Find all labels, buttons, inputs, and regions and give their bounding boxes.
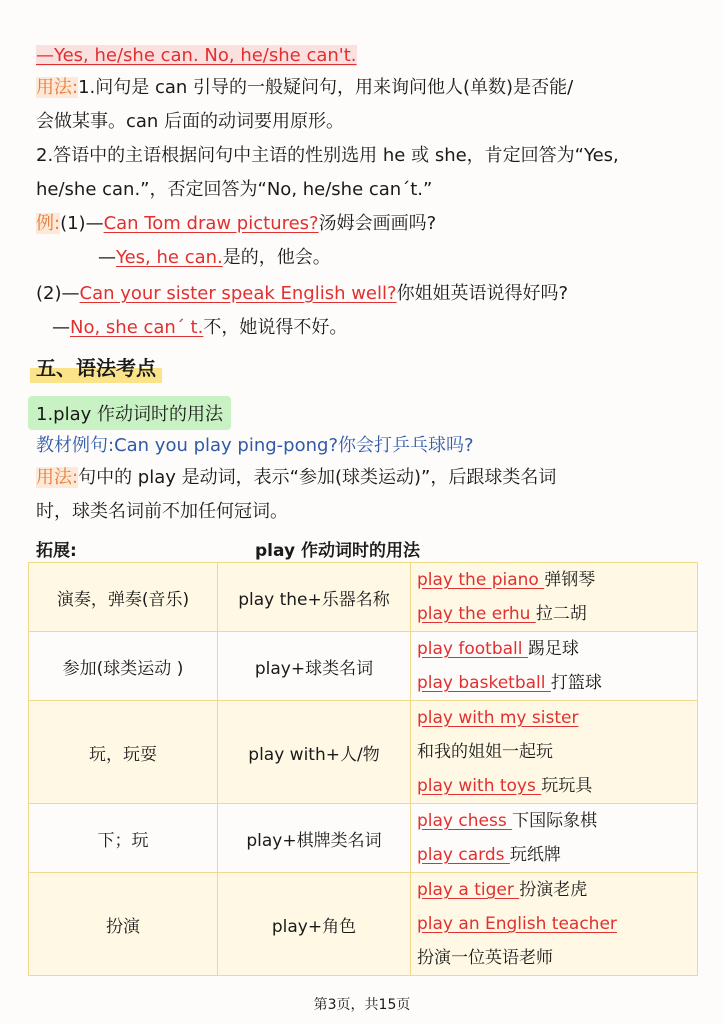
examples-cell <box>411 804 698 873</box>
example-chinese: 和我的姐姐一起玩 <box>417 742 553 762</box>
example-1-answer-chinese: 是的，他会。 <box>222 247 331 268</box>
section-usage-line-1 <box>36 466 556 490</box>
table-row <box>29 701 698 804</box>
example-chinese: 玩玩具 <box>541 776 593 796</box>
table-row <box>29 873 698 976</box>
page-footer: 第3页，共15页 <box>313 997 411 1013</box>
example-line <box>417 666 691 700</box>
pattern-cell: play+球类名词 <box>218 632 411 701</box>
examples-cell <box>411 563 698 632</box>
section-usage-text-2: 时，球类名词前不加任何冠词。 <box>36 501 288 522</box>
example-line <box>417 941 691 975</box>
example-2-prefix: (2)— <box>36 283 80 304</box>
example-line <box>417 838 691 872</box>
usage-line-1 <box>36 76 573 100</box>
table-row <box>29 632 698 701</box>
example-2-chinese: 你姐姐英语说得好吗? <box>396 283 569 304</box>
pattern-cell: play with+人/物 <box>218 701 411 804</box>
expand-label: 拓展: <box>36 541 77 561</box>
example-line <box>417 907 691 941</box>
example-2-answer <box>52 316 347 340</box>
table-row <box>29 804 698 873</box>
example-line <box>417 735 691 769</box>
example-2-answer-chinese: 不，她说得不好。 <box>203 317 348 338</box>
example-chinese: 玩纸牌 <box>509 845 561 865</box>
example-line <box>417 804 691 838</box>
usage-line-4 <box>36 178 432 202</box>
section-usage-text-1: 句中的 play 是动词，表示“参加(球类运动)”，后跟球类名词 <box>78 467 557 488</box>
answer-pattern-line <box>36 44 357 68</box>
usage-table <box>28 562 698 976</box>
textbook-example: 教材例句:Can you play ping-pong?你会打乒乓球吗? <box>36 435 474 456</box>
example-2-answer-prefix: — <box>52 317 70 338</box>
example-chinese: 扮演一位英语老师 <box>417 948 553 968</box>
examples-cell <box>411 632 698 701</box>
example-1-english: Can Tom draw pictures? <box>103 213 319 234</box>
section-title: 五、语法考点 <box>30 350 162 383</box>
examples-cell <box>411 701 698 804</box>
example-chinese: 拉二胡 <box>535 604 587 624</box>
example-1-answer-prefix: — <box>98 247 116 268</box>
example-line <box>417 563 691 597</box>
example-english: play football <box>417 639 528 659</box>
usage-text-1: 1.问句是 can 引导的一般疑问句，用来询问他人(单数)是否能/ <box>78 77 574 98</box>
meaning-cell: 扮演 <box>29 873 218 976</box>
example-chinese: 打篮球 <box>550 673 602 693</box>
meaning-cell: 下；玩 <box>29 804 218 873</box>
meaning-cell: 参加(球类运动 ) <box>29 632 218 701</box>
example-chinese: 下国际象棋 <box>512 811 598 831</box>
example-1-prefix: (1)— <box>60 213 104 234</box>
example-english: play an English teacher <box>417 914 617 934</box>
usage-text-3: 2.答语中的主语根据问句中主语的性别选用 he 或 she，肯定回答为“Yes, <box>36 145 619 166</box>
pattern-cell: play+棋牌类名词 <box>218 804 411 873</box>
section-usage-line-2 <box>36 500 288 524</box>
example-english: play with my sister <box>417 708 579 728</box>
usage-line-3 <box>36 144 619 168</box>
example-label: 例: <box>36 213 61 234</box>
example-chinese: 踢足球 <box>527 639 579 659</box>
table-row <box>29 563 698 632</box>
example-1 <box>36 212 436 236</box>
section-usage-label: 用法: <box>36 467 79 488</box>
meaning-cell: 玩，玩耍 <box>29 701 218 804</box>
example-1-answer-english: Yes, he can. <box>116 247 223 268</box>
usage-label: 用法: <box>36 77 79 98</box>
example-english: play a tiger <box>417 880 520 900</box>
example-line <box>417 632 691 666</box>
usage-line-2 <box>36 110 344 134</box>
subsection-title: 1.play 作动词时的用法 <box>28 396 231 430</box>
example-2 <box>36 282 568 306</box>
example-1-chinese: 汤姆会画画吗? <box>318 213 437 234</box>
example-english: play cards <box>417 845 510 865</box>
example-2-answer-english: No, she can´ t. <box>70 317 204 338</box>
example-chinese: 弹钢琴 <box>544 570 596 590</box>
example-line <box>417 873 691 907</box>
example-english: play chess <box>417 811 513 831</box>
example-english: play basketball <box>417 673 551 693</box>
example-english: play the erhu <box>417 604 536 624</box>
example-line <box>417 597 691 631</box>
example-line <box>417 769 691 803</box>
usage-text-2: 会做某事。can 后面的动词要用原形。 <box>36 111 345 132</box>
examples-cell <box>411 873 698 976</box>
meaning-cell: 演奏，弹奏(音乐) <box>29 563 218 632</box>
example-line <box>417 701 691 735</box>
table-title: play 作动词时的用法 <box>255 541 420 561</box>
example-2-english: Can your sister speak English well? <box>79 283 397 304</box>
pattern-cell: play+角色 <box>218 873 411 976</box>
example-english: play the piano <box>417 570 545 590</box>
example-chinese: 扮演老虎 <box>519 880 588 900</box>
example-english: play with toys <box>417 776 542 796</box>
usage-text-4: he/she can.”，否定回答为“No, he/she can´t.” <box>36 179 433 200</box>
answer-pattern: —Yes, he/she can. No, he/she can't. <box>36 45 357 66</box>
pattern-cell: play the+乐器名称 <box>218 563 411 632</box>
example-1-answer <box>98 246 331 270</box>
